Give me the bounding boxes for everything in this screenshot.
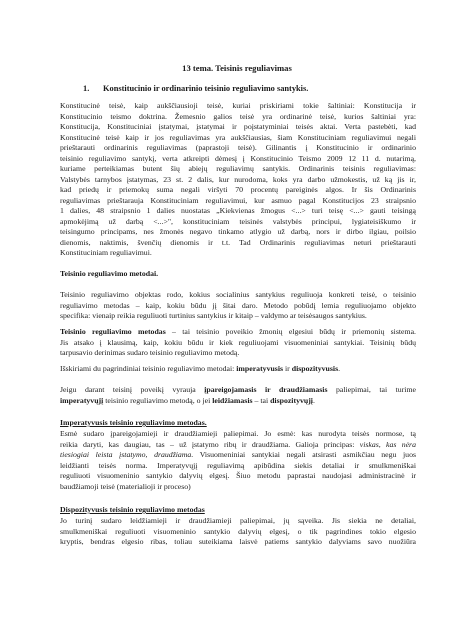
paragraph-1-line: Konstitucinė teisė, kaip aukščiausioji teisė, kuriai priskiriami tokie šaltiniai: Konstitucija ir bbox=[60, 101, 416, 110]
paragraph-1-line: teisinio reguliavimo santykį, verta atkreipti dėmesį į Konstitucinio Teismo 2009 12 11 d. nutarimą, bbox=[60, 153, 416, 163]
paragraph-1-line: dienomis, naktimis, švenčių dienomis ir t.t. Tad Ordinarinis reguliavimas neturi prieštarauti bbox=[60, 237, 416, 247]
paragraph-1-line: kuriame perteikiamas butent šių abiejų reguliavimų santykis. Ordinarinis teisinis reguliavimas: bbox=[60, 164, 416, 173]
method-term: Teisinio reguliavimo metodas bbox=[60, 327, 166, 336]
paragraph-1-line: teisingumo principams, nes žmonės negavo tinkamo atlygio už darbą, nors ir dirbo ilgiau, poilsio bbox=[60, 227, 416, 236]
dispositive-method-heading bbox=[60, 505, 416, 516]
paragraph-2-line: specifika: vienaip reikia reguliuoti turtinius santykius ir kitaip – valdymo ar teisėsaugos santykius. bbox=[60, 311, 367, 320]
paragraph-6-line bbox=[60, 450, 416, 461]
paragraph-1-line: Konstitucinė teisė kaip ir jos reguliavimas yra aukščiausias, šiam Konstituciniam reguliavimui negali bbox=[60, 132, 416, 142]
paragraph-1-line: reguliavimas prieštarauja Konstituciniam reguliavimui, kur asmuo pagal Konstitucijos 23 straipsnio bbox=[60, 195, 416, 205]
paragraph-2 bbox=[60, 290, 416, 322]
dispositive-method-term: dispozityvųjį bbox=[270, 395, 313, 405]
methods-heading bbox=[60, 269, 416, 280]
paragraph-1-line: apmokėjimą už darbą <...>", konstituciniam teisinės valstybės principui, lygiateisiškumo ir bbox=[60, 216, 416, 226]
paragraph-1-line: Konstitucija, Konstituciniai įstatymai, įstatymai ir poįstatyminiai teisės aktai. Verta pastebėti, kad bbox=[60, 122, 416, 131]
principle-quote: tiesiogiai leista įstatymo, draudžiama. bbox=[60, 450, 194, 459]
paragraph-3-text: – tai teisinio poveikio žmonių elgesiui būdų ir priemonių sistema. bbox=[165, 327, 416, 336]
paragraph-7-line: Jo turinį sudaro leidžiamieji ir draudžiamieji paliepimai, jų sąveika. Jis siekia ne detaliai, bbox=[60, 516, 416, 525]
paragraph-2-line: reguliavimo metodas – kaip, kokiu būdu jį šitai daro. Metodo pobūdį lemia reguliuojamo objekto bbox=[60, 300, 416, 310]
section-1-heading bbox=[83, 83, 308, 94]
paragraph-6-line bbox=[60, 440, 416, 451]
paragraph-5 bbox=[60, 385, 416, 406]
paragraph-1 bbox=[60, 101, 416, 259]
paragraph-1-line: Konstitucinio teismo doktrina. Žemesnio galios teisė yra ordinarinė teisė, kurios šaltiniai yra: bbox=[60, 111, 416, 121]
paragraph-7-line: smulkmeniškai reguliuoti visuomeninio santykio dalyvių elgesį, o tik pagrindines tokio elgesio bbox=[60, 526, 416, 536]
paragraph-3 bbox=[60, 327, 416, 359]
paragraph-1-line: prieštarauti ordinarinis reguliavimas (paprastoji teisė). Gilinantis į Konstitucinio ir ordinarinio bbox=[60, 143, 416, 152]
imperative-method-heading bbox=[60, 418, 416, 429]
permissive-term: leidžiamasis bbox=[212, 395, 253, 405]
paragraph-2-line: Teisinio reguliavimo objektas rodo, kokius socialinius santykius reguliuoja konkreti teisė, o teisinio bbox=[60, 290, 416, 299]
paragraph-3-line: Jis atsako į klausimą, kaip, kokiu būdu ir kiek reguliuojami visuomeniniai santykiai. Teisinių būdų bbox=[60, 337, 416, 347]
paragraph-5-text: . bbox=[312, 395, 315, 405]
paragraph-5-text: paliepimai, tai turime bbox=[327, 385, 416, 394]
paragraph-5-line bbox=[60, 385, 416, 396]
section-1-title: Konstitucinio ir ordinarinio teisinio reguliavimo santykis. bbox=[103, 84, 309, 93]
paragraph-5-text: – tai bbox=[252, 395, 271, 405]
paragraph-4 bbox=[60, 364, 416, 375]
paragraph-6-line: leidžianti teisės norma. Imperatyvųjį reguliavimą apibūdina siekis detaliai ir smulkmeniškai bbox=[60, 460, 416, 470]
paragraph-4-text: Išskiriami du pagrindiniai teisinio reguliavimo metodai: bbox=[60, 364, 237, 373]
dispositive-term: dispozityvusis bbox=[291, 364, 339, 373]
paragraph-1-line: kad priedų ir priemokų suma negali viršyti 70 procentų pareiginės algos. Ir šis Ordinarinis bbox=[60, 185, 416, 194]
paragraph-4-text: . bbox=[338, 364, 341, 373]
paragraph-1-line: 1 dalies, 48 straipsnio 1 dalies nuostatas „Kiekvienas žmogus <...> turi teisę <...> gauti teisingą bbox=[60, 206, 416, 215]
paragraph-5-line bbox=[60, 396, 416, 407]
paragraph-4-line bbox=[60, 364, 416, 375]
obligating-prohibiting-term: įpareigojamasis ir draudžiamasis bbox=[204, 385, 328, 394]
imperative-term: imperatyvusis bbox=[236, 364, 284, 373]
paragraph-3-line bbox=[60, 327, 416, 338]
paragraph-5-text: teisinio reguliavimo metodą, o jei bbox=[103, 395, 213, 405]
paragraph-6-text: Visuomeniniai santykiai negali atsirasti asmikčiau negu juos bbox=[193, 450, 416, 459]
paragraph-6-line: Esmė sudaro įpareigojamieji ir draudžiamieji paliepimai. Jo esmė: kas nurodyta teisės normose, tą bbox=[60, 429, 416, 438]
paragraph-6-text: reikia daryti, kas daugiau, tas – už įstatymo ribų ir draudžiama. Galioja principas: bbox=[60, 439, 360, 449]
section-1-number: 1. bbox=[83, 84, 90, 93]
imperative-method-heading-text: Imperatyvusis teisinio reguliavimo metodas. bbox=[60, 418, 207, 427]
paragraph-5-text: Jeigu darant teisinį poveikį vyrauja bbox=[60, 385, 205, 394]
paragraph-4-text: ir bbox=[283, 364, 292, 373]
imperative-method-term: imperatyvųjį bbox=[60, 395, 104, 405]
principle-quote: viskas, kas nėra bbox=[359, 439, 416, 449]
paragraph-6 bbox=[60, 429, 416, 492]
paragraph-3-line: tarpusavio derinimas sudaro teisinio reguliavimo metodą. bbox=[60, 348, 240, 357]
dispositive-method-heading-text: Dispozityvusis teisinio reguliavimo metodas bbox=[60, 505, 205, 514]
paragraph-7 bbox=[60, 516, 416, 548]
paragraph-7-line: kryptis, bendras elgesio ribas, toliau suteikiama laisvė patiems santykio dalyviams savo nuožiūra bbox=[60, 537, 416, 546]
document-title: 13 tema. Teisinis reguliavimas bbox=[182, 63, 292, 73]
methods-heading-text: Teisinio reguliavimo metodai. bbox=[60, 269, 159, 278]
paragraph-1-line: Valstybės tarnybos įstatymas, 23 st. 2 dalis, kur nurodoma, koks yra darbo užmokestis, už ką jis ir, bbox=[60, 174, 416, 184]
paragraph-6-line: baudžiamoji teisė (materialioji ir proceso) bbox=[60, 481, 191, 491]
paragraph-6-line: reguliuoti visuomeninio santykio dalyvių elgesį. Šiuo metodu paprastai naudojasi administracinė ir bbox=[60, 471, 416, 480]
paragraph-1-line: Konstituciniam reguliavimui. bbox=[60, 248, 152, 257]
